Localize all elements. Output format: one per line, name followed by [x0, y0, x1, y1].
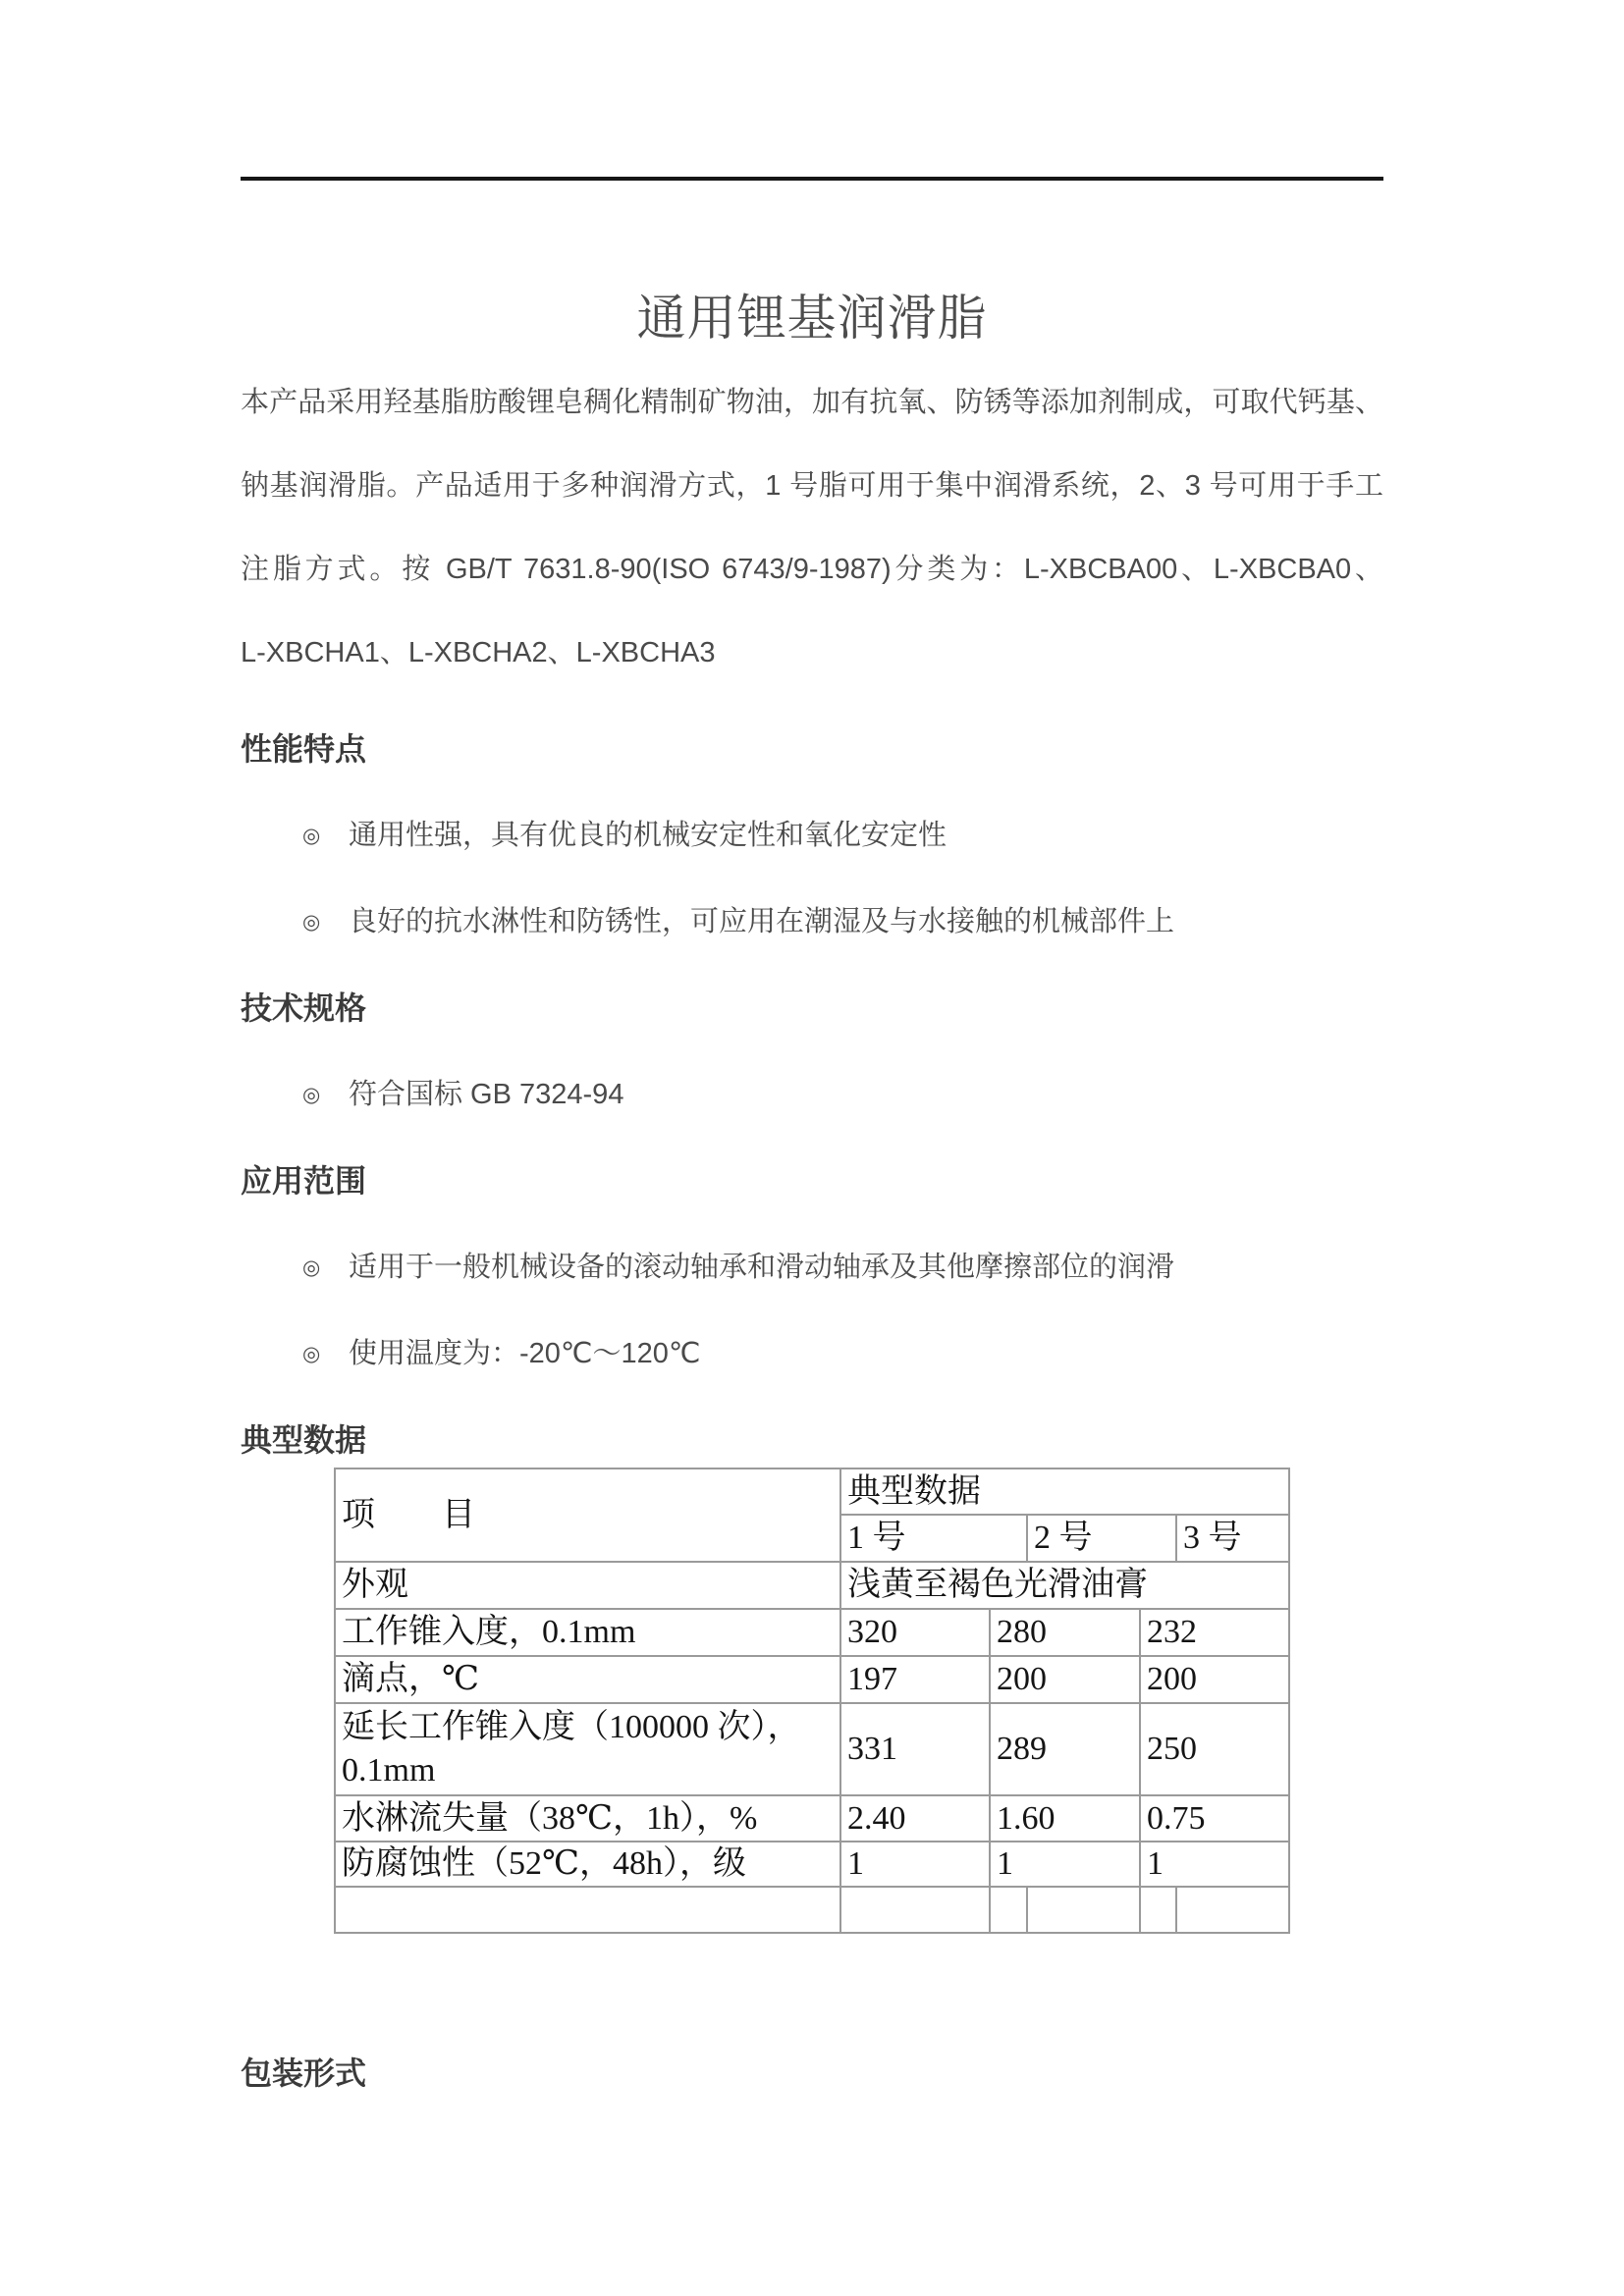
bullet-item: [241, 900, 1383, 944]
table-header-group: 典型数据: [840, 1468, 1289, 1515]
table-row-empty: [335, 1887, 1289, 1933]
table-cell-value: 232: [1140, 1609, 1289, 1656]
table-cell-value: 331: [840, 1703, 990, 1795]
document-content: [241, 177, 1383, 2096]
bullet-text: 使用温度为：-20℃～120℃: [349, 1338, 701, 1369]
table-cell-value: 2.40: [840, 1795, 990, 1842]
section-heading-applications: 应用范围: [241, 1163, 367, 1199]
bullseye-bullet-icon: ◎: [302, 1343, 321, 1365]
table-cell-value: 289: [990, 1703, 1140, 1795]
table-cell-value: 0.75: [1140, 1795, 1289, 1842]
intro-line: L-XBCHA1、L-XBCHA2、L-XBCHA3: [241, 637, 716, 668]
bullet-text: 适用于一般机械设备的滚动轴承和滑动轴承及其他摩擦部位的润滑: [349, 1252, 1175, 1283]
bullet-text: 通用性强，具有优良的机械安定性和氧化安定性: [349, 820, 947, 851]
table-cell-label: 延长工作锥入度（100000 次），0.1mm: [335, 1703, 840, 1795]
section-heading-specs: 技术规格: [241, 990, 367, 1026]
table-cell-empty: [840, 1887, 990, 1933]
table-header-col-3: 3 号: [1176, 1515, 1289, 1562]
table-row: [335, 1609, 1289, 1656]
table-cell-value: 197: [840, 1656, 990, 1703]
table-cell-empty: [335, 1887, 840, 1933]
bullet-item: [241, 1332, 1383, 1376]
table-cell-value: 200: [990, 1656, 1140, 1703]
intro-line: 钠基润滑脂。产品适用于多种润滑方式，1 号脂可用于集中润滑系统，2、3 号可用于手工: [241, 470, 1383, 502]
table-cell-appearance-value: 浅黄至褐色光滑油膏: [840, 1562, 1289, 1609]
bullseye-bullet-icon: ◎: [302, 1084, 321, 1106]
table-cell-label: 水淋流失量（38℃，1h），%: [335, 1795, 840, 1842]
intro-paragraph: [241, 361, 1383, 695]
table-cell-value: 1.60: [990, 1795, 1140, 1842]
table-cell-value: 1: [990, 1842, 1140, 1887]
top-horizontal-rule: [241, 177, 1383, 181]
table-cell-empty: [990, 1887, 1027, 1933]
table-cell-value: 200: [1140, 1656, 1289, 1703]
table-row: [335, 1656, 1289, 1703]
section-heading-packaging: 包装形式: [241, 2056, 367, 2091]
page-title: 通用锂基润滑脂: [636, 291, 988, 346]
intro-line: 本产品采用羟基脂肪酸锂皂稠化精制矿物油，加有抗氧、防锈等添加剂制成，可取代钙基、: [241, 387, 1383, 418]
table-cell-value: 320: [840, 1609, 990, 1656]
table-cell-value: 1: [1140, 1842, 1289, 1887]
table-cell-label: 工作锥入度，0.1mm: [335, 1609, 840, 1656]
bullet-item: [241, 1246, 1383, 1290]
table-cell-value: 250: [1140, 1703, 1289, 1795]
table-header-col-1: 1 号: [840, 1515, 1027, 1562]
table-row: [335, 1562, 1289, 1609]
table-row: [335, 1703, 1289, 1795]
table-cell-empty: [1140, 1887, 1176, 1933]
table-row: [335, 1842, 1289, 1887]
bullet-text: 良好的抗水淋性和防锈性，可应用在潮湿及与水接触的机械部件上: [349, 906, 1175, 937]
bullet-item: [241, 814, 1383, 858]
table-header-item: 项 目: [335, 1468, 840, 1562]
table-row: [335, 1468, 1289, 1515]
table-cell-empty: [1176, 1887, 1289, 1933]
table-cell-value: 1: [840, 1842, 990, 1887]
bullseye-bullet-icon: ◎: [302, 1256, 321, 1279]
bullseye-bullet-icon: ◎: [302, 911, 321, 934]
intro-line: 注脂方式。按 GB/T 7631.8-90(ISO 6743/9-1987)分类为：L-XBCBA00、L-XBCBA0、: [241, 554, 1383, 585]
section-heading-performance: 性能特点: [241, 731, 367, 767]
table-row: [335, 1795, 1289, 1842]
bullseye-bullet-icon: ◎: [302, 825, 321, 847]
section-heading-typical-data: 典型数据: [241, 1422, 367, 1458]
bullet-item: [241, 1073, 1383, 1117]
table-cell-empty: [1027, 1887, 1140, 1933]
table-cell-label: 防腐蚀性（52℃，48h），级: [335, 1842, 840, 1887]
table-cell-label: 外观: [335, 1562, 840, 1609]
table-cell-value: 280: [990, 1609, 1140, 1656]
table-cell-label: 滴点，℃: [335, 1656, 840, 1703]
typical-data-table: [334, 1468, 1290, 1934]
table-header-col-2: 2 号: [1027, 1515, 1176, 1562]
bullet-text: 符合国标 GB 7324-94: [349, 1079, 624, 1110]
